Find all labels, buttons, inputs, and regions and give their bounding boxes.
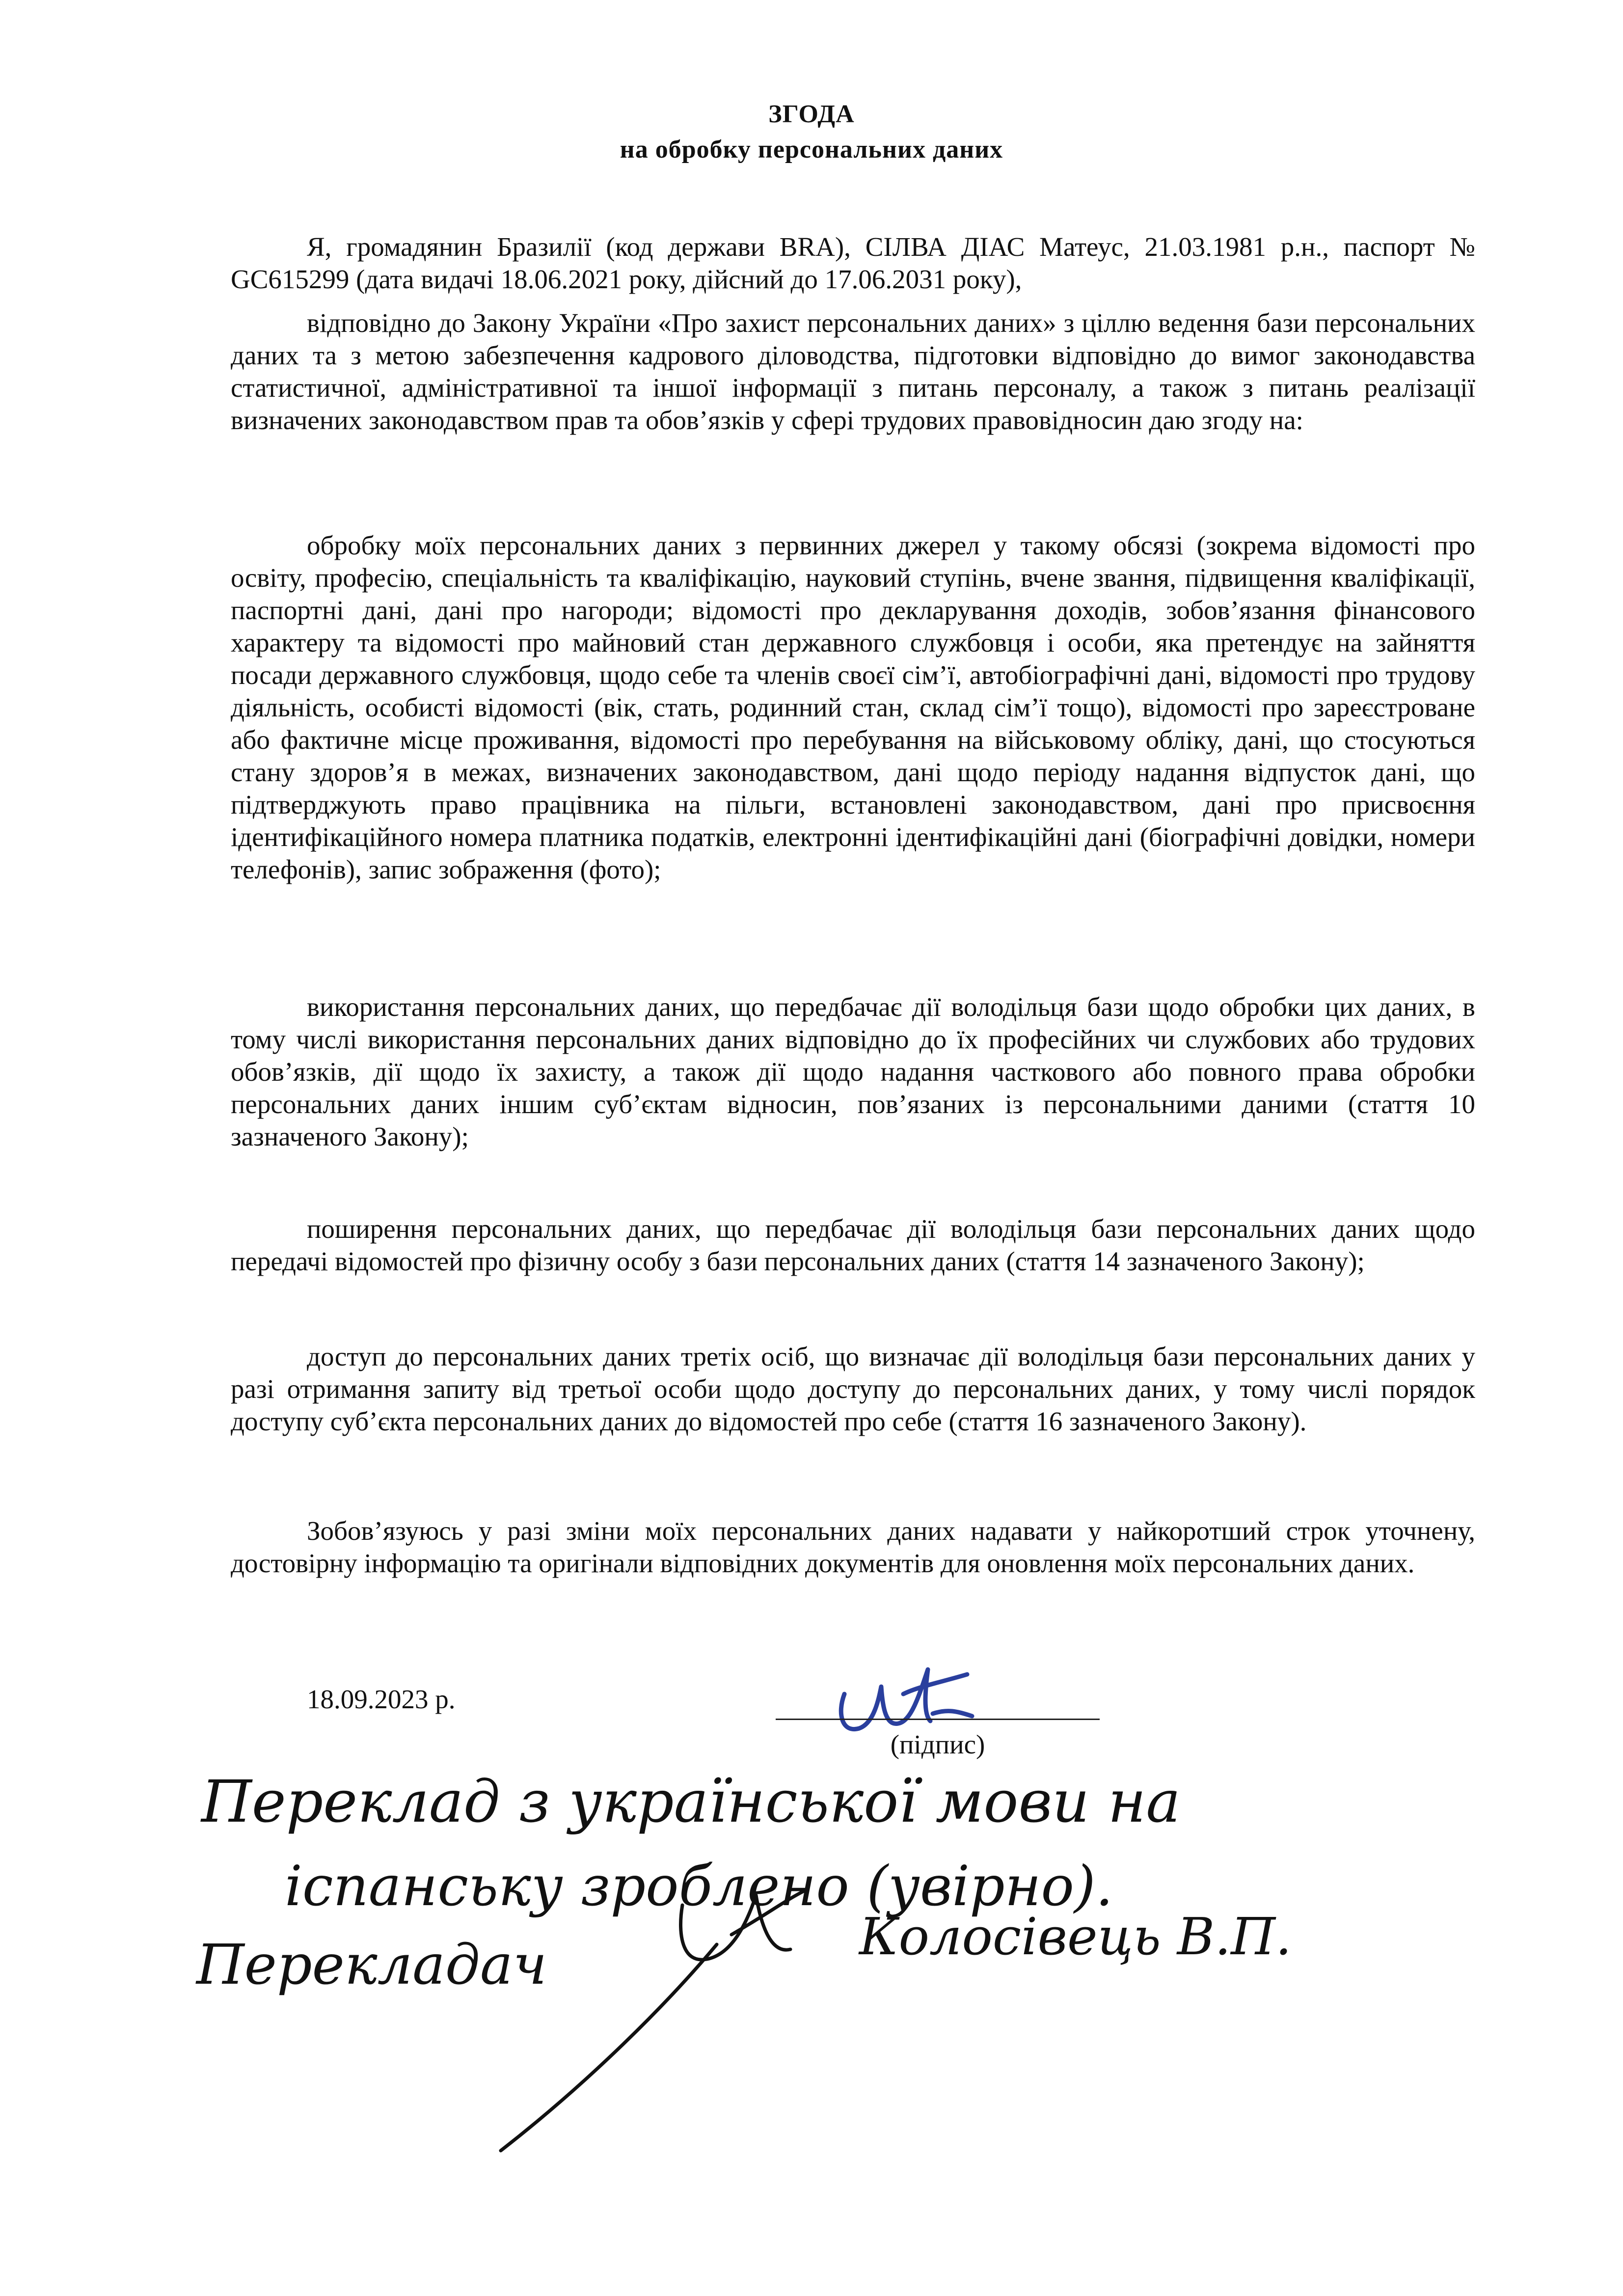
- handwritten-line-2: іспанську зроблено (увірно).: [285, 1855, 1113, 1918]
- document-subtitle: на обробку персональних даних: [620, 136, 1003, 164]
- translator-signature-icon: [501, 1890, 805, 2151]
- translator-handwritten-note: [187, 1748, 1424, 2180]
- paragraph-processing: обробку моїх персональних даних з первинних джерел у такому обсязі (зокрема відомості про освіту, професію, спеціальність та кваліфікацію, науковий ступінь, вчене звання, підвищення кваліфікації, паспортні дані, дані про нагороди; відомості про декларування доходів, зобов’язання фінансового характеру та відомості про майновий стан державного службовця і особи, яка претендує на зайняття посади державного службовця, щодо себе та членів своєї сім’ї, автобіографічні дані, відомості про трудову діяльність, особисті відомості (вік, стать, родинний стан, склад сім’ї тощо), відомості про зареєстроване або фактичне місце проживання, відомості про перебування на військовому обліку, дані, що стосуються стану здоров’я в межах, визначених законодавством, дані щодо періоду надання відпусток дані, що підтверджують право працівника на пільги, встановлені законодавством, дані про присвоєння ідентифікаційного номера платника податків, електронні ідентифікаційні дані (біографічні довідки, номери телефонів), запис зображення (фото);: [231, 530, 1475, 884]
- document-title: ЗГОДА: [768, 100, 855, 128]
- handwritten-line-1: Переклад з української мови на: [201, 1768, 1181, 1835]
- paragraph-intro: Я, громадянин Бразилії (код держави BRA), СІЛВА ДІАС Матеус, 21.03.1981 р.н., паспорт № GC615299 (дата видачі 18.06.2021 року, дійсний до 17.06.2031 року),: [231, 232, 1475, 294]
- signature-caption: (підпис): [890, 1729, 985, 1759]
- signature-line: [776, 1719, 1100, 1720]
- paragraph-obligation: Зобов’язуюсь у разі зміни моїх персональних даних надавати у найкоротший строк уточнену, достовірну інформацію та оригінали відповідних документів для оновлення моїх персональних даних.: [231, 1516, 1475, 1578]
- paragraph-law: відповідно до Закону України «Про захист персональних даних» з ціллю ведення бази персональних даних та з метою забезпечення кадрового діловодства, підготовки відповідно до вимог законодавства статистичної, адміністративної та іншої інформації з питань персоналу, а також з питань реалізації визначених законодавством прав та обов’язків у сфері трудових правовідносин даю згоду на:: [231, 308, 1475, 435]
- paragraph-access: доступ до персональних даних третіх осіб, що визначає дії володільця бази персональних даних у разі отримання запиту від третьої особи щодо доступу до персональних даних, у тому числі порядок доступу суб’єкта персональних даних до відомостей про себе (стаття 16 зазначеного Закону).: [231, 1341, 1475, 1436]
- signature-date: 18.09.2023 р.: [307, 1684, 456, 1714]
- handwritten-line-3-label: Перекладач: [196, 1933, 547, 1997]
- handwritten-line-3-name: Колосівець В.П.: [859, 1907, 1292, 1967]
- paragraph-dissemination: поширення персональних даних, що передбачає дії володільця бази персональних даних щодо передачі відомостей про фізичну особу з бази персональних даних (стаття 14 зазначеного Закону);: [231, 1214, 1475, 1276]
- paragraph-usage: використання персональних даних, що передбачає дії володільця бази щодо обробки цих даних, в тому числі використання персональних даних відповідно до їх професійних чи службових або трудових обов’язків, дії щодо їх захисту, а також дії щодо надання часткового або повного права обробки персональних даних іншим суб’єктам відносин, пов’язаних із персональними даними (стаття 10 зазначеного Закону);: [231, 992, 1475, 1151]
